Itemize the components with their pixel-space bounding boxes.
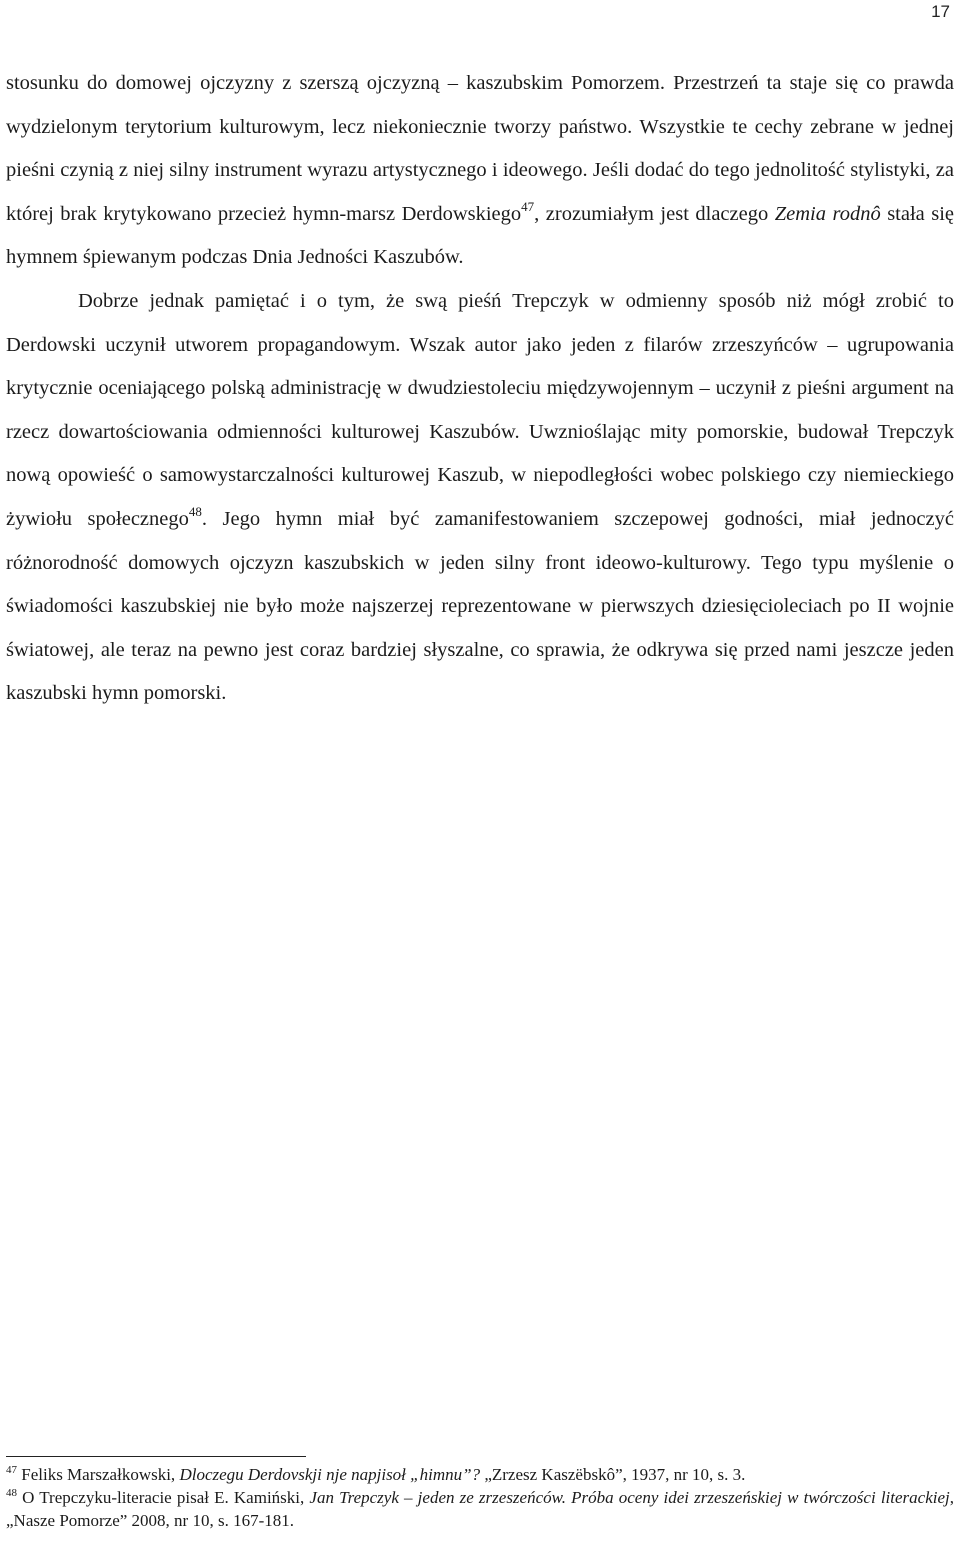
footnote-text: „Zrzesz Kaszëbskô”, 1937, nr 10, s. 3. xyxy=(480,1465,746,1484)
paragraph-1 xyxy=(6,62,954,280)
footnote-title: Dloczegu Derdovskji nje napjisoł „himnu”? xyxy=(179,1465,481,1484)
text-segment: stosunku do domowej ojczyzny z szerszą ojczyzną – kaszubskim Pomorzem. Przestrzeń ta staje się co prawda wydzielonym terytorium kulturowym, lecz niekoniecznie tworzy państwo. Wszystkie te cechy zebrane w jednej pieśni czynią z niej silny instrument wyrazu artystycznego i ideowego. Jeśli dodać do tego jednolitość stylistyki, za której brak krytykowano przecież hymn-marsz Derdowskiego xyxy=(6,72,954,225)
footnote-text: Feliks Marszałkowski, xyxy=(17,1465,180,1484)
text-segment: , zrozumiałym jest dlaczego xyxy=(534,202,775,225)
footnote-text: O Trepczyku-literacie pisał E. Kamiński, xyxy=(17,1488,310,1507)
footnotes xyxy=(6,1463,954,1532)
text-segment: Dobrze jednak pamiętać i o tym, że swą pieśń Trepczyk w odmienny sposób niż mógł zrobić to Derdowski uczynił utworem propagandowym. Wszak autor jako jeden z filarów zrzeszyńców – ugrupowania krytycznie oceniającego polską administrację w dwudziestoleciu międzywojennym – uczynił z pieśni argument na rzecz dowartościowania odmienności kulturowej Kaszubów. Uwznioślając mity pomorskie, budował Trepczyk nową opowieść o samowystarczalności kulturowej Kaszub, w niepodległości wobec polskiego czy niemieckiego żywiołu społecznego xyxy=(6,289,954,530)
footnote-ref-48[interactable]: 48 xyxy=(188,503,202,519)
text-segment: stała się hymnem śpiewanym podczas Dnia Jedności Kaszubów. xyxy=(6,202,955,269)
footnote-48 xyxy=(6,1486,954,1532)
footnote-title: Jan Trepczyk – jeden ze zrzeszeńców. Próba oceny idei zrzeszeńskiej w twórczości literackiej xyxy=(309,1488,950,1507)
footnote-47 xyxy=(6,1463,954,1486)
footnote-number: 47 xyxy=(6,1464,17,1476)
footnote-text: , „Nasze Pomorze” 2008, nr 10, s. 167-181. xyxy=(6,1488,954,1530)
body-text xyxy=(6,62,954,716)
footnote-divider xyxy=(6,1456,306,1457)
footnote-ref-47[interactable]: 47 xyxy=(521,198,535,214)
song-title: Zemia rodnô xyxy=(774,202,881,225)
page-number: 17 xyxy=(931,2,950,21)
footnote-number: 48 xyxy=(6,1487,17,1499)
paragraph-2 xyxy=(6,280,954,716)
text-segment: . Jego hymn miał być zamanifestowaniem szczepowej godności, miał jednoczyć różnorodność domowych ojczyzn kaszubskich w jeden silny front ideowo-kulturowy. Tego typu myślenie o świadomości kaszubskiej nie było może najszerzej reprezentowane w pierwszych dziesięcioleciach po II wojnie światowej, ale teraz na pewno jest coraz bardziej słyszalne, co sprawia, że odkrywa się przed nami jeszcze jeden kaszubski hymn pomorski. xyxy=(6,507,954,705)
